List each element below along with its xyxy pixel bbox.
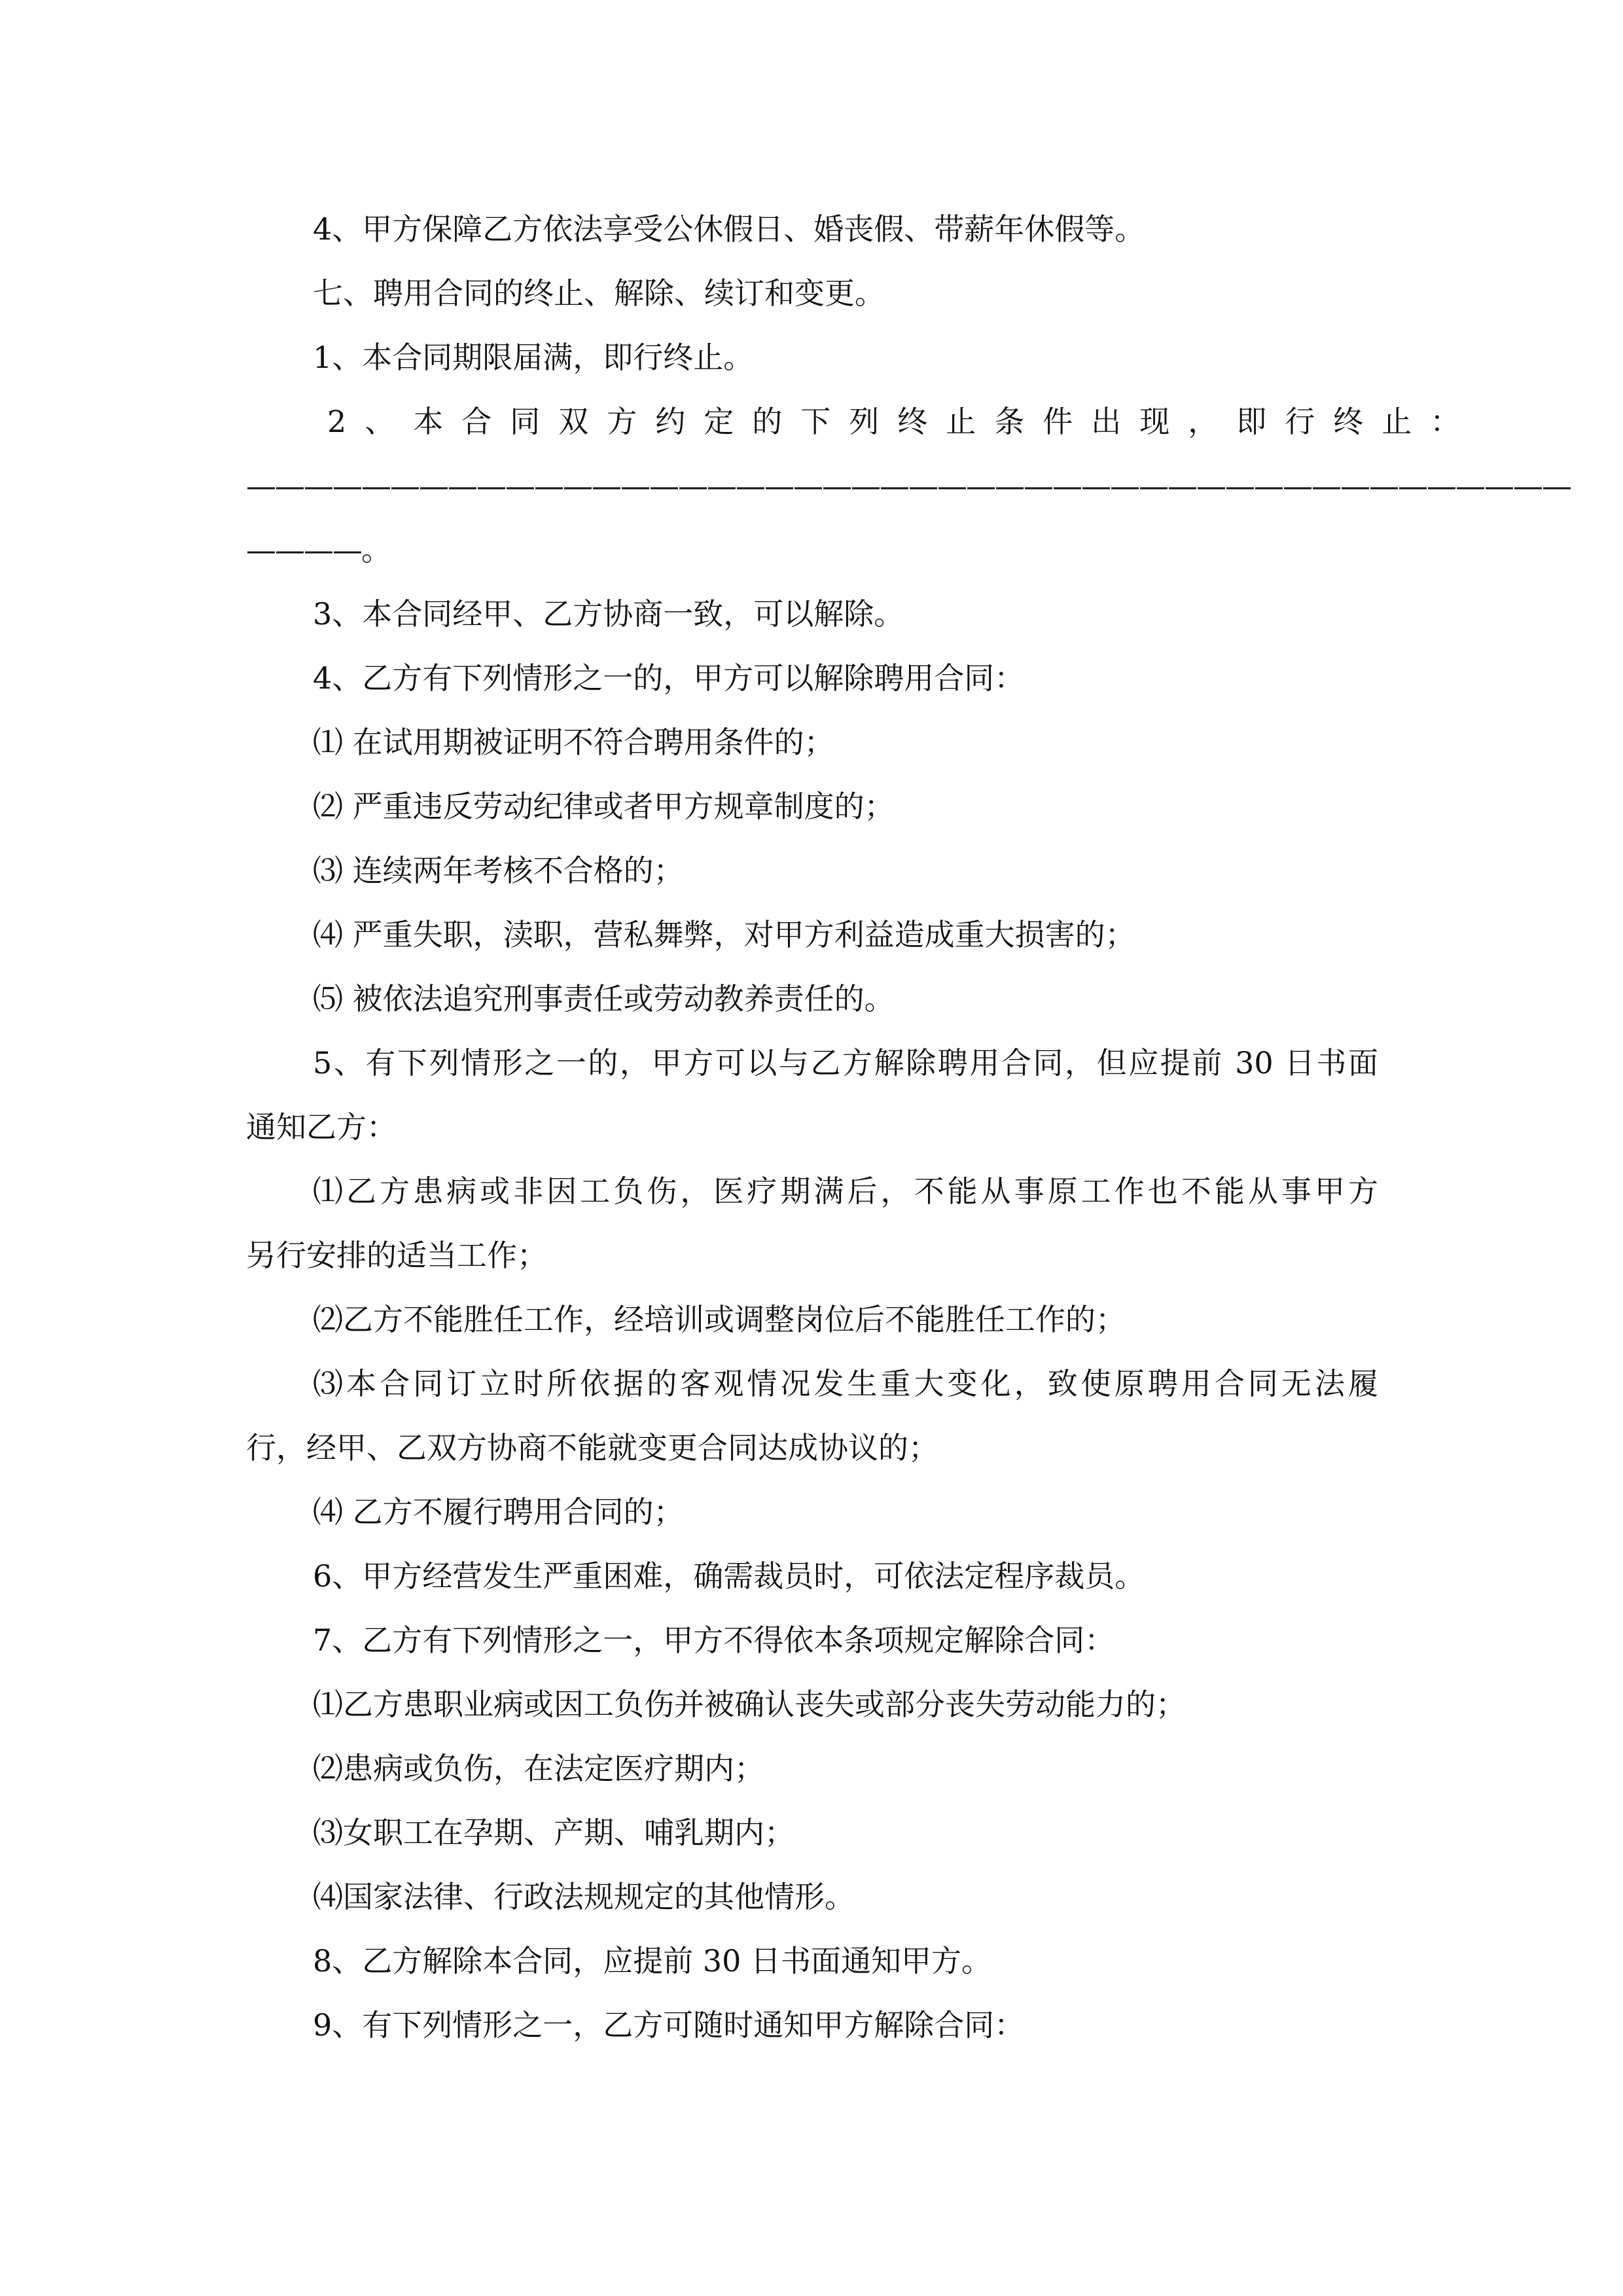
list-item: ⑵ 严重违反劳动纪律或者甲方规章制度的； [313, 789, 895, 824]
clause-5-notice-dissolution: 5、有下列情形之一的，甲方可以与乙方解除聘用合同，但应提前 30 日书面 [313, 1045, 1378, 1081]
fill-in-blank-line: —————————————————————————————————————————————— [246, 468, 1571, 503]
clause-6-layoffs: 6、甲方经营发生严重困难，确需裁员时，可依法定程序裁员。 [313, 1558, 1145, 1594]
list-item-continuation: 另行安排的适当工作； [246, 1238, 547, 1273]
clause-4-holidays: 4、甲方保障乙方依法享受公休假日、婚丧假、带薪年休假等。 [313, 211, 1145, 247]
section-heading-termination: 七、聘用合同的终止、解除、续订和变更。 [313, 276, 885, 311]
clause-3-mutual-dissolution: 3、本合同经甲、乙方协商一致，可以解除。 [313, 596, 904, 632]
list-item: ⑴乙方患职业病或因工负伤并被确认丧失或部分丧失劳动能力的； [313, 1687, 1186, 1722]
list-item-continuation: 行，经甲、乙双方协商不能就变更合同达成协议的； [246, 1430, 938, 1465]
list-item: ⑶本合同订立时所依据的客观情况发生重大变化，致使原聘用合同无法履 [313, 1366, 1378, 1401]
clause-4-employer-dissolution: 4、乙方有下列情形之一的，甲方可以解除聘用合同： [313, 660, 1025, 696]
list-item: ⑷国家法律、行政法规规定的其他情形。 [313, 1879, 855, 1914]
clause-1-expiry: 1、本合同期限届满，即行终止。 [313, 340, 754, 375]
clause-9-immediate-termination: 9、有下列情形之一，乙方可随时通知甲方解除合同： [313, 2007, 1025, 2043]
fill-in-blank-line-end: ————。 [246, 532, 390, 567]
clause-5-continuation: 通知乙方： [246, 1109, 397, 1145]
list-item: ⑷ 严重失职，渎职，营私舞弊，对甲方利益造成重大损害的； [313, 917, 1135, 952]
clause-7-protections: 7、乙方有下列情形之一，甲方不得依本条项规定解除合同： [313, 1623, 1115, 1658]
list-item: ⑴乙方患病或非因工负伤，医疗期满后，不能从事原工作也不能从事甲方 [313, 1174, 1378, 1209]
list-item: ⑸ 被依法追究刑事责任或劳动教养责任的。 [313, 981, 895, 1016]
list-item: ⑷ 乙方不履行聘用合同的； [313, 1494, 684, 1530]
list-item: ⑵患病或负伤，在法定医疗期内； [313, 1751, 764, 1786]
list-item: ⑴ 在试用期被证明不符合聘用条件的； [313, 725, 834, 760]
list-item: ⑶ 连续两年考核不合格的； [313, 853, 684, 888]
list-item: ⑵乙方不能胜任工作，经培训或调整岗位后不能胜任工作的； [313, 1302, 1126, 1337]
clause-2-agreed-conditions: 2、本合同双方约定的下列终止条件出现，即行终止： [327, 404, 1479, 439]
clause-8-employee-notice: 8、乙方解除本合同，应提前 30 日书面通知甲方。 [313, 1943, 992, 1979]
list-item: ⑶女职工在孕期、产期、哺乳期内； [313, 1815, 794, 1850]
